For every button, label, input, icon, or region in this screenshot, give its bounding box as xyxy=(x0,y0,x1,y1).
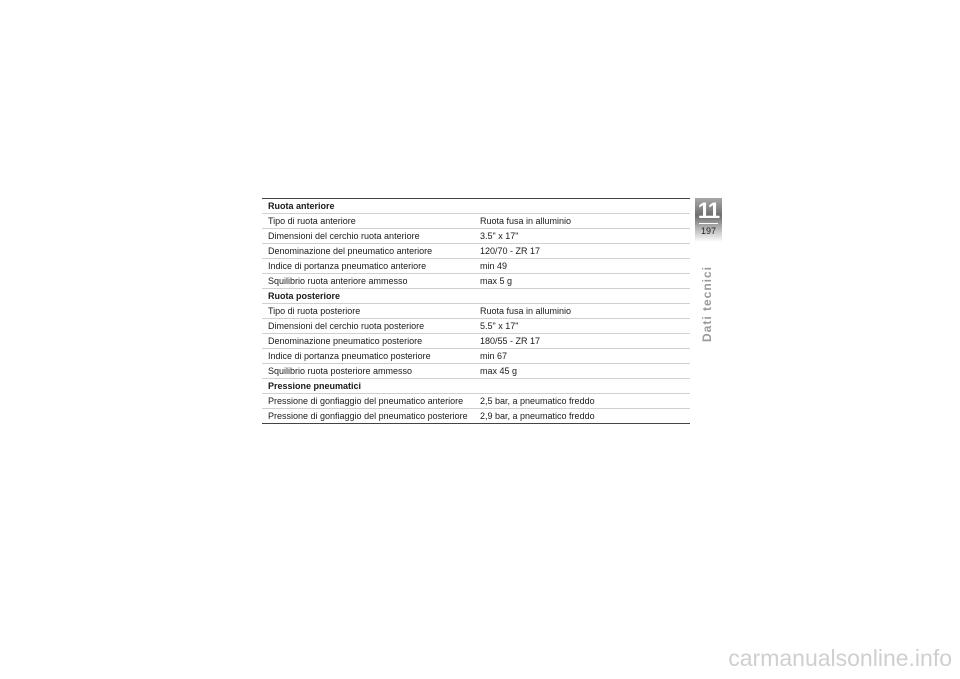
row-label: Tipo di ruota posteriore xyxy=(262,304,474,319)
row-value: Ruota fusa in alluminio xyxy=(474,214,690,229)
chapter-divider xyxy=(699,223,718,224)
row-value: min 67 xyxy=(474,349,690,364)
section-title: Pressione pneumatici xyxy=(262,379,690,394)
table-row xyxy=(262,244,690,259)
table-row xyxy=(262,364,690,379)
chapter-number: 11 xyxy=(697,198,720,223)
section-header-front-wheel xyxy=(262,199,690,214)
row-value: 120/70 - ZR 17 xyxy=(474,244,690,259)
row-label: Tipo di ruota anteriore xyxy=(262,214,474,229)
row-label: Dimensioni del cerchio ruota anteriore xyxy=(262,229,474,244)
chapter-side-title: Dati tecnici xyxy=(700,265,714,342)
row-label: Dimensioni del cerchio ruota posteriore xyxy=(262,319,474,334)
row-value: 3.5" x 17" xyxy=(474,229,690,244)
row-label: Denominazione pneumatico posteriore xyxy=(262,334,474,349)
row-label: Denominazione del pneumatico anteriore xyxy=(262,244,474,259)
row-label: Squilibrio ruota posteriore ammesso xyxy=(262,364,474,379)
table-row xyxy=(262,214,690,229)
row-value: 5.5" x 17" xyxy=(474,319,690,334)
section-title: Ruota posteriore xyxy=(262,289,690,304)
row-label: Indice di portanza pneumatico anteriore xyxy=(262,259,474,274)
row-label: Squilibrio ruota anteriore ammesso xyxy=(262,274,474,289)
row-value: min 49 xyxy=(474,259,690,274)
page-number: 197 xyxy=(700,226,717,236)
chapter-tab xyxy=(695,198,722,242)
table-row xyxy=(262,409,690,424)
table-row xyxy=(262,304,690,319)
row-value: Ruota fusa in alluminio xyxy=(474,304,690,319)
row-value: max 5 g xyxy=(474,274,690,289)
section-header-tyre-pressure xyxy=(262,379,690,394)
section-title: Ruota anteriore xyxy=(262,199,690,214)
table-row xyxy=(262,259,690,274)
table-row xyxy=(262,319,690,334)
watermark: carmanualsonline.info xyxy=(728,645,952,671)
table-row xyxy=(262,334,690,349)
table-row xyxy=(262,394,690,409)
section-header-rear-wheel xyxy=(262,289,690,304)
row-value: 180/55 - ZR 17 xyxy=(474,334,690,349)
row-label: Pressione di gonfiaggio del pneumatico anteriore xyxy=(262,394,474,409)
row-value: max 45 g xyxy=(474,364,690,379)
row-label: Indice di portanza pneumatico posteriore xyxy=(262,349,474,364)
row-value: 2,5 bar, a pneumatico freddo xyxy=(474,394,690,409)
row-label: Pressione di gonfiaggio del pneumatico posteriore xyxy=(262,409,474,424)
table-row xyxy=(262,349,690,364)
spec-table xyxy=(262,198,690,424)
table-row xyxy=(262,229,690,244)
row-value: 2,9 bar, a pneumatico freddo xyxy=(474,409,690,424)
table-row xyxy=(262,274,690,289)
